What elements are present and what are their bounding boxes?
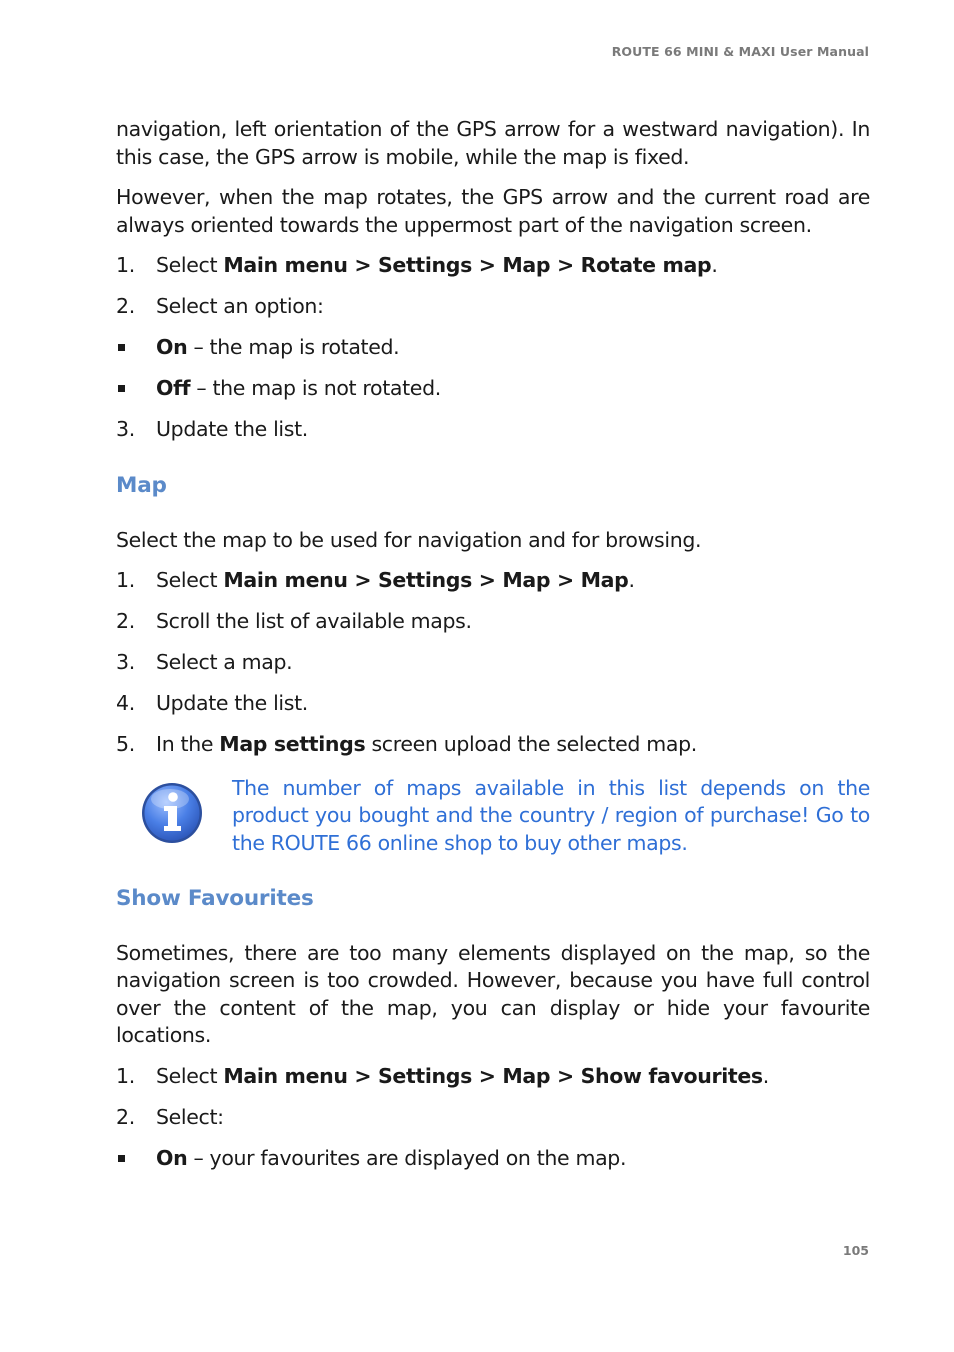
menu-path: Main menu > Settings > Map > Show favourites <box>223 1063 763 1088</box>
step-text: Select Main menu > Settings > Map > Show favourites. <box>156 1063 769 1088</box>
info-icon <box>116 775 232 859</box>
step-number: 2. <box>116 609 135 633</box>
running-header: ROUTE 66 MINI & MAXI User Manual <box>611 44 869 59</box>
step-number: 2. <box>116 294 135 318</box>
bullet-icon <box>116 375 156 403</box>
map-step-5 <box>116 731 870 759</box>
step-text: Select an option: <box>156 294 324 318</box>
rotate-step-1 <box>116 252 870 280</box>
step-text: Update the list. <box>156 417 308 441</box>
page-number: 105 <box>842 1243 869 1258</box>
rotate-option-on <box>116 334 870 362</box>
step-number: 3. <box>116 417 135 441</box>
step-text: Scroll the list of available maps. <box>156 609 472 633</box>
step-number: 3. <box>116 650 135 674</box>
map-step-2 <box>116 608 870 636</box>
bullet-icon <box>116 334 156 362</box>
page-content <box>116 116 870 1186</box>
intro-paragraph-1: navigation, left orientation of the GPS arrow for a westward navigation). In this case, the GPS arrow is mobile, while the map is fixed. <box>116 117 870 169</box>
favourites-option-on <box>116 1145 870 1173</box>
step-text: Select Main menu > Settings > Map > Rotate map. <box>156 253 718 277</box>
note-text: The number of maps available in this list depends on the product you bought and the country / region of purchase! Go to the ROUTE 66 online shop to buy other maps. <box>232 775 870 855</box>
screen-name: Map settings <box>219 732 366 756</box>
step-number: 1. <box>116 568 135 592</box>
map-intro: Select the map to be used for navigation and for browsing. <box>116 527 702 552</box>
step-number: 2. <box>116 1104 135 1129</box>
step-text: Select Main menu > Settings > Map > Map. <box>156 568 635 592</box>
option-text: On – your favourites are displayed on the map. <box>156 1145 627 1170</box>
option-text: Off – the map is not rotated. <box>156 376 441 400</box>
map-step-3 <box>116 649 870 677</box>
info-note <box>116 775 870 859</box>
step-text: Update the list. <box>156 691 308 715</box>
favourites-intro: Sometimes, there are too many elements displayed on the map, so the navigation screen is too crowded. However, because you have full control over the content of the map, you can display or hide your favourite locations. <box>116 940 870 1047</box>
option-text: On – the map is rotated. <box>156 335 400 359</box>
rotate-step-3 <box>116 416 870 444</box>
rotate-option-off <box>116 375 870 403</box>
step-text: In the Map settings screen upload the selected map. <box>156 732 697 756</box>
favourites-step-1 <box>116 1063 870 1091</box>
menu-path: Main menu > Settings > Map > Map <box>223 568 629 592</box>
step-text: Select a map. <box>156 650 293 674</box>
bullet-icon <box>116 1145 156 1173</box>
section-heading-show-favourites: Show Favourites <box>116 885 314 911</box>
intro-paragraph-2: However, when the map rotates, the GPS arrow and the current road are always oriented towards the uppermost part of the navigation screen. <box>116 185 870 237</box>
section-heading-map: Map <box>116 472 167 498</box>
step-number: 5. <box>116 732 135 756</box>
step-number: 4. <box>116 691 135 715</box>
step-text: Select: <box>156 1104 224 1129</box>
step-number: 1. <box>116 1063 135 1088</box>
favourites-step-2 <box>116 1104 870 1132</box>
rotate-step-2 <box>116 293 870 321</box>
menu-path: Main menu > Settings > Map > Rotate map <box>223 253 712 277</box>
map-step-1 <box>116 567 870 595</box>
step-number: 1. <box>116 253 135 277</box>
map-step-4 <box>116 690 870 718</box>
